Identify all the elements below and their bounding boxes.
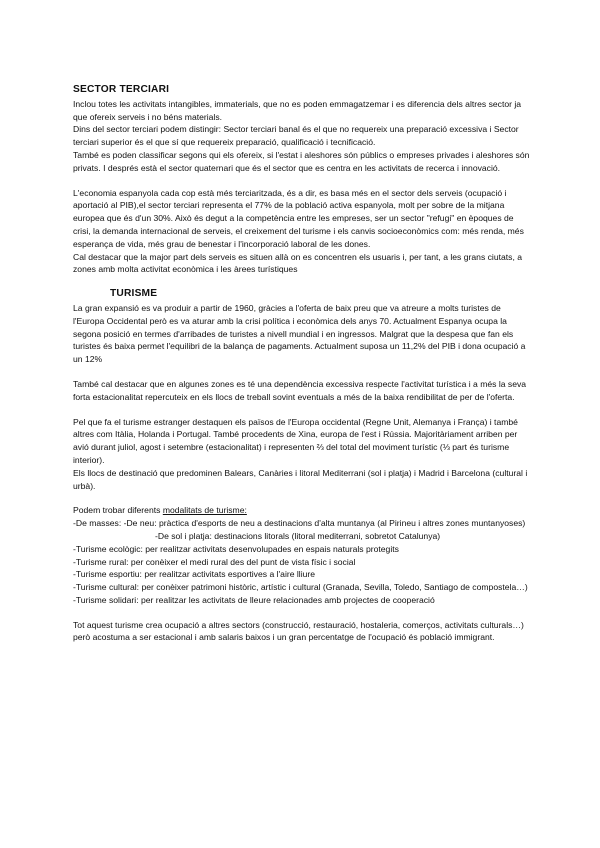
paragraph: Dins del sector terciari podem distingir: Sector terciari banal és el que no requereix una preparació excessiva i Sector terciari superior és el que sí que requereix preparació, qualificació i tecnificació. xyxy=(73,124,519,148)
paragraph: També cal destacar que en algunes zones es té una dependència excessiva respecte l'activitat turística i a més la seva forta estacionalitat repercuteix en els llocs de treball sovint eventuals a més de la baixa rendibilitat de per de l'oferta. xyxy=(73,378,527,402)
list-item: -Turisme esportiu: per realitzar activitats esportives a l'aire lliure xyxy=(73,569,316,580)
spacer xyxy=(73,276,533,288)
paragraph: Els llocs de destinació que predominen Balears, Canàries i litoral Mediterrani (sol i platja) i Madrid i Barcelona (cultural i urbà). xyxy=(73,467,528,491)
paragraph: Tot aquest turisme crea ocupació a altres sectors (construcció, restauració, hostaleria, comerços, activitats culturals…) però acostuma a ser estacional i amb salaris baixos i un gran percentatge de l'ocupació és població immigrant. xyxy=(73,619,524,643)
modalities-intro xyxy=(73,504,533,517)
spacer xyxy=(73,366,533,378)
list-item: -Turisme ecològic: per realitzar activitats desenvolupades en espais naturals protegits xyxy=(73,543,399,554)
document-page xyxy=(73,84,533,644)
modalities-intro-text: Podem trobar diferents xyxy=(73,505,163,516)
list-item: -Turisme rural: per conèixer el medi rural des del punt de vista físic i social xyxy=(73,556,356,567)
modalities-underlined: modalitats de turisme: xyxy=(162,505,247,516)
spacer xyxy=(73,607,533,619)
paragraph: Pel que fa el turisme estranger destaquen els països de l'Europa occidental (Regne Unit, Alemanya i França) i també altres com Itàlia, Holanda i Portugal. També procedents de Xina, europa de l'est i Rússia. Majoritàriament arriben per avió durant juliol, agost i setembre (estacionalitat) i representen ⅔ del total del moviment turístic (⅓ part és turisme interior). xyxy=(73,416,518,465)
list-item: -De masses: -De neu: pràctica d'esports de neu a destinacions d'alta muntanya (al Pirineu i altres zones muntanyoses) xyxy=(73,518,526,529)
paragraph: Inclou totes les activitats intangibles, immaterials, que no es poden emmagatzemar i es diferencia dels altres sector ja que ofereix serveis i no béns materials. xyxy=(73,98,522,122)
paragraph: Cal destacar que la major part dels serveis es situen allà on es concentren els usuaris i, per tant, a les grans ciutats, a zones amb molta activitat econòmica i les àrees turístiques xyxy=(73,251,523,275)
list-item: -De sol i platja: destinacions litorals (litoral mediterrani, sobretot Catalunya) xyxy=(155,530,441,541)
section-title-turisme: TURISME xyxy=(110,288,158,300)
list-item: -Turisme cultural: per conèixer patrimoni històric, artístic i cultural (Granada, Sevilla, Toledo, Santiago de compostela…) xyxy=(73,582,528,593)
list-item: -Turisme solidari: per realitzar les activitats de lleure relacionades amb projectes de cooperació xyxy=(73,594,435,605)
spacer xyxy=(73,175,533,187)
paragraph: La gran expansió es va produir a partir de 1960, gràcies a l'oferta de baix preu que va atreure a molts turistes de l'Europa Occidental però es va aturar amb la crisi política i econòmica dels anys 70. Actualment Espanya ocupa la segona posició en termes d'arribades de turistes a nivell mundial i en ingressos. Malgrat que la despesa que fan els turistes és baixa permet l'equilibri de la balança de pagaments. Actualment suposa un 11,2% del PIB i dona ocupació a un 12% xyxy=(73,302,526,365)
section-title-sector-terciari: SECTOR TERCIARI xyxy=(73,84,170,95)
spacer xyxy=(73,492,533,504)
spacer xyxy=(73,404,533,416)
paragraph: L'economia espanyola cada cop està més terciaritzada, és a dir, es basa més en el sector dels serveis (ocupació i aportació al PIB),el sector terciari representa el 77% de la població activa espanyola, molt per sobre de la mitjana europea que és d'un 30%. Això és degut a la competència entre les empreses, ser un sector "refugi" en èpoques de crisi, la demanda internacional de serveis, el creixement del turisme i els canvis socioeconòmics com: més renda, més esperança de vida, més grau de benestar i l'incorporació laboral de les dones. xyxy=(73,187,524,249)
paragraph: També es poden classificar segons qui els ofereix, si l'estat i aleshores són públics o empreses privades i aleshores són privats. I després està el sector quaternari que és el sector que es centra en les activitats de recerca i innovació. xyxy=(73,149,530,173)
